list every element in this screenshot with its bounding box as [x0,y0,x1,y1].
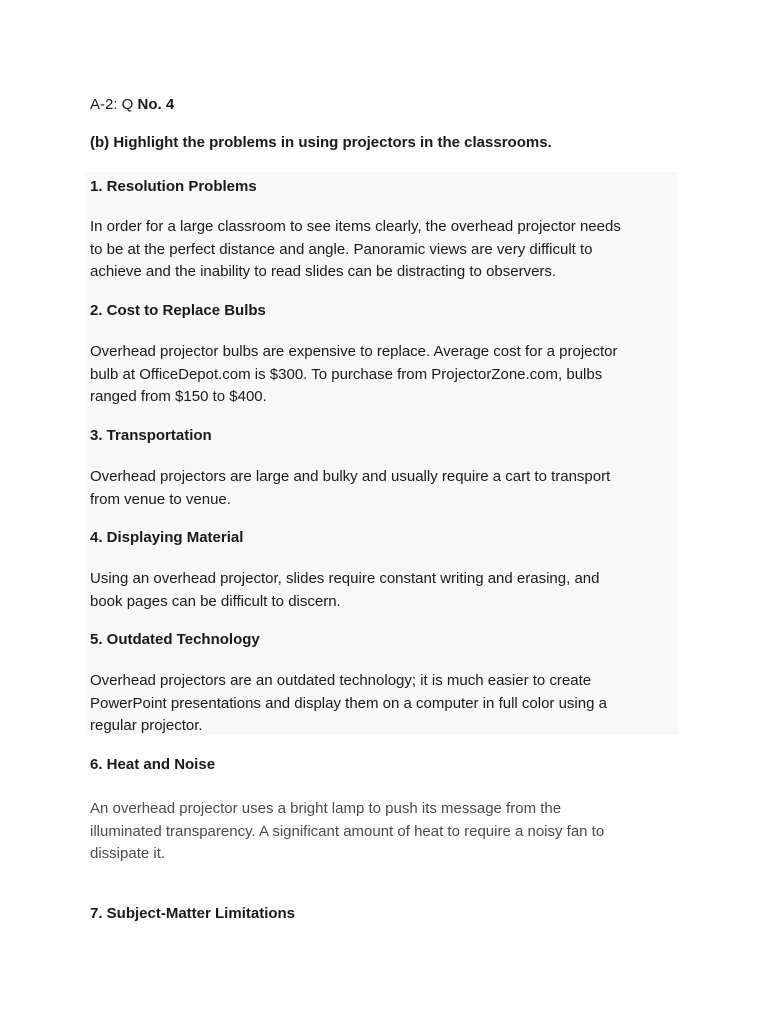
section-4-title-wrap [90,528,680,548]
section-title: 5. Outdated Technology [90,631,260,648]
section-6-title-wrap [90,755,680,775]
section-6-body-wrap [90,798,680,866]
section-3-body-wrap [90,466,680,511]
section-7-title-wrap [90,904,680,924]
section-2-title-wrap [90,301,680,321]
section-4-body-wrap [90,568,680,613]
section-body: Overhead projector bulbs are expensive to replace. Average cost for a projector bulb at OfficeDepot.com is $300. To purchase from ProjectorZone.com, bulbs ranged from $150 to $400. [90,343,618,405]
section-body: Overhead projectors are large and bulky and usually require a cart to transport from venue to venue. [90,468,611,508]
section-title: 3. Transportation [90,427,212,444]
assignment-prefix: A-2: Q [90,96,138,113]
section-body: In order for a large classroom to see items clearly, the overhead projector needs to be at the perfect distance and angle. Panoramic views are very difficult to achieve and the inability to read slides can be distracting to observers. [90,218,621,280]
section-body: Using an overhead projector, slides require constant writing and erasing, and book pages can be difficult to discern. [90,570,600,610]
section-title: 6. Heat and Noise [90,756,216,773]
question-number: No. 4 [137,96,175,113]
section-title: 4. Displaying Material [90,529,244,546]
section-title: 7. Subject-Matter Limitations [90,905,296,922]
section-title: 2. Cost to Replace Bulbs [90,302,266,319]
section-body: Overhead projectors are an outdated technology; it is much easier to create PowerPoint presentations and display them on a computer in full color using a regular projector. [90,672,607,734]
section-body: An overhead projector uses a bright lamp to push its message from the illuminated transparency. A significant amount of heat to require a noisy fan to dissipate it. [90,800,605,862]
section-5-title-wrap [90,630,680,650]
section-5-body-wrap [90,670,680,738]
section-2-body-wrap [90,341,680,409]
section-title: 1. Resolution Problems [90,178,257,195]
section-1-title-wrap [90,177,680,197]
section-3-title-wrap [90,426,680,446]
section-1-body-wrap [90,216,680,284]
assignment-heading [90,95,174,115]
question-text: (b) Highlight the problems in using projectors in the classrooms. [90,134,552,151]
